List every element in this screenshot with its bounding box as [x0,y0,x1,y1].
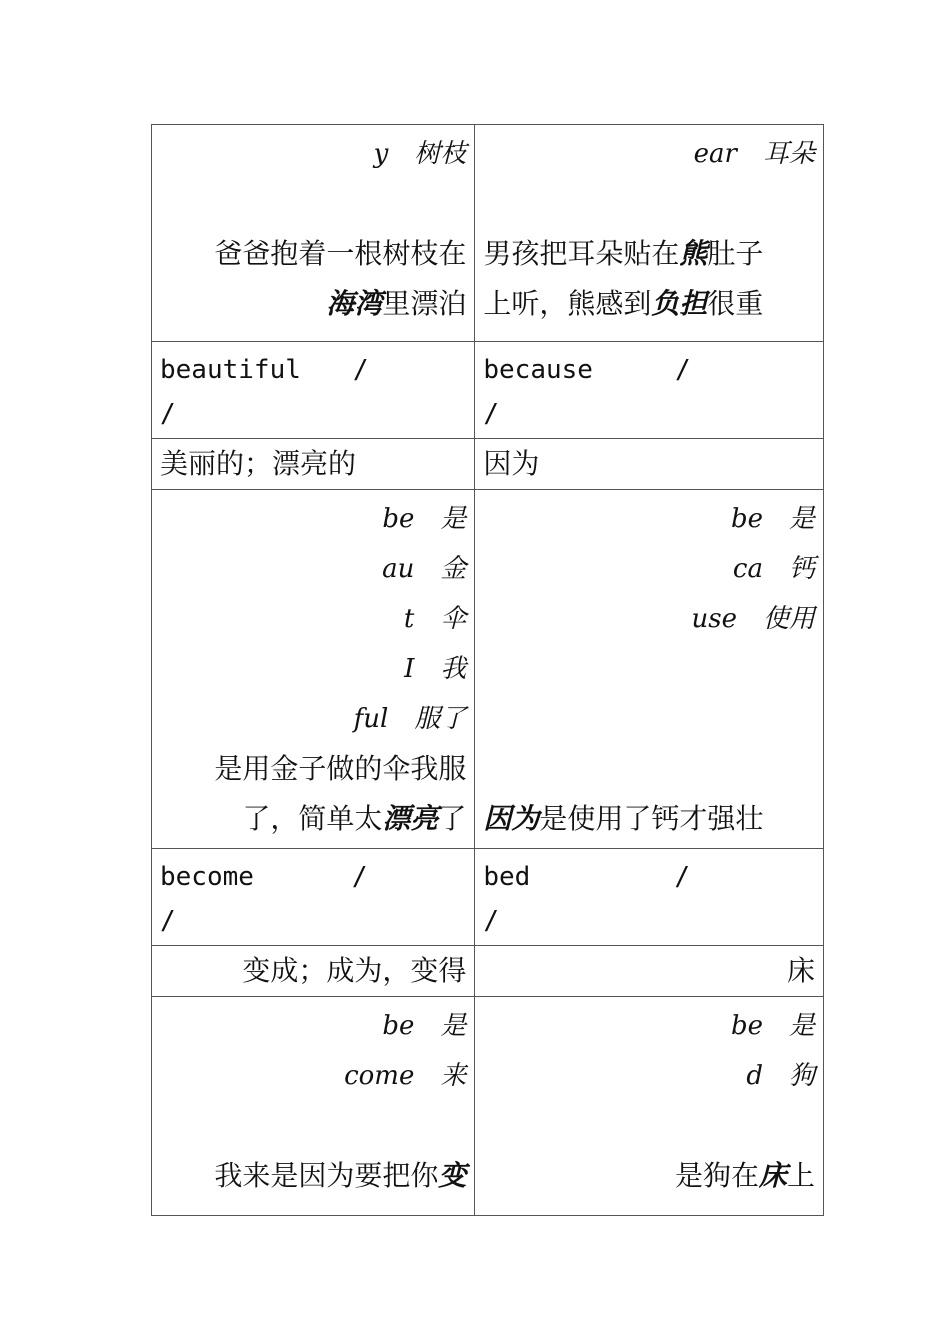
word-line [160,348,466,392]
mnemonic-cell-left-1 [152,125,475,342]
meaning-row-2 [152,946,824,997]
phonetic-slash: / [352,355,369,385]
mnemonic-cell-beautiful: be 是 au 金 t 伞 I 我 ful 服了 是用金子做的伞我服 了，简单太漂亮了 [152,490,475,849]
story-line: 海湾里漂泊 [326,287,467,320]
phonetic-slash-end: / [160,906,176,936]
story-keyword: 负担 [651,287,708,320]
word-cell-become [152,849,475,946]
story-line: 爸爸抱着一根树枝在 [214,237,467,270]
hint-zh: 耳朵 [762,139,815,169]
english-word: because [483,355,593,385]
hint-en: ear [693,139,737,169]
word-line [483,348,815,392]
story-keyword: 因为 [483,802,540,835]
hint-line [483,129,815,179]
mnemonic-cell-bed: be 是 d 狗 是狗在床上 [475,997,824,1216]
meaning-cell-because: 因为 [475,439,824,490]
mnemonic-cell-because: be 是 ca 钙 use 使用 因为是使用了钙才强壮 [475,490,824,849]
phonetic-slash: / [674,862,690,892]
story-line: 男孩把耳朵贴在熊肚子 [483,237,764,270]
story-line: 是用金子做的伞我服 [214,752,467,785]
hint-en: y [373,139,389,169]
story-keyword: 海湾 [326,287,383,320]
story-keyword: 床 [758,1159,787,1192]
story-line: 上听，熊感到负担很重 [483,287,764,320]
mnemonic-row-2 [152,490,824,849]
hint-zh: 树枝 [414,139,467,169]
mnemonic-row-1 [152,125,824,342]
english-word: beautiful [160,355,301,385]
phonetic-slash-end: / [160,399,176,429]
phonetic-slash: / [674,355,691,385]
story-keyword: 变 [438,1159,467,1192]
meaning-cell-bed: 床 [475,946,824,997]
phonetic-slash: / [351,862,368,892]
story-line: 了，简单太漂亮了 [242,802,467,835]
mnemonic-row-3 [152,997,824,1216]
story-line: 我来是因为要把你变 [214,1159,467,1192]
story-line: 是狗在床上 [674,1159,815,1192]
word-cell-beautiful [152,342,475,439]
meaning-row-1 [152,439,824,490]
english-word: bed [483,862,531,892]
word-row-2 [152,849,824,946]
word-cell-because [475,342,824,439]
phonetic-slash-end: / [483,906,500,936]
story-keyword: 漂亮 [382,802,439,835]
word-cell-bed [475,849,824,946]
story-line: 因为是使用了钙才强壮 [483,802,764,835]
meaning-cell-become: 变成；成为，变得 [152,946,475,997]
word-row-1 [152,342,824,439]
vocabulary-card-table [151,124,824,1216]
hint-line [160,129,466,179]
mnemonic-cell-right-1 [475,125,824,342]
mnemonic-cell-become: be 是 come 来 我来是因为要把你变 [152,997,475,1216]
meaning-cell-beautiful: 美丽的；漂亮的 [152,439,475,490]
story-keyword: 熊 [679,237,708,270]
english-word: become [160,862,254,892]
phonetic-slash-end: / [483,399,500,429]
